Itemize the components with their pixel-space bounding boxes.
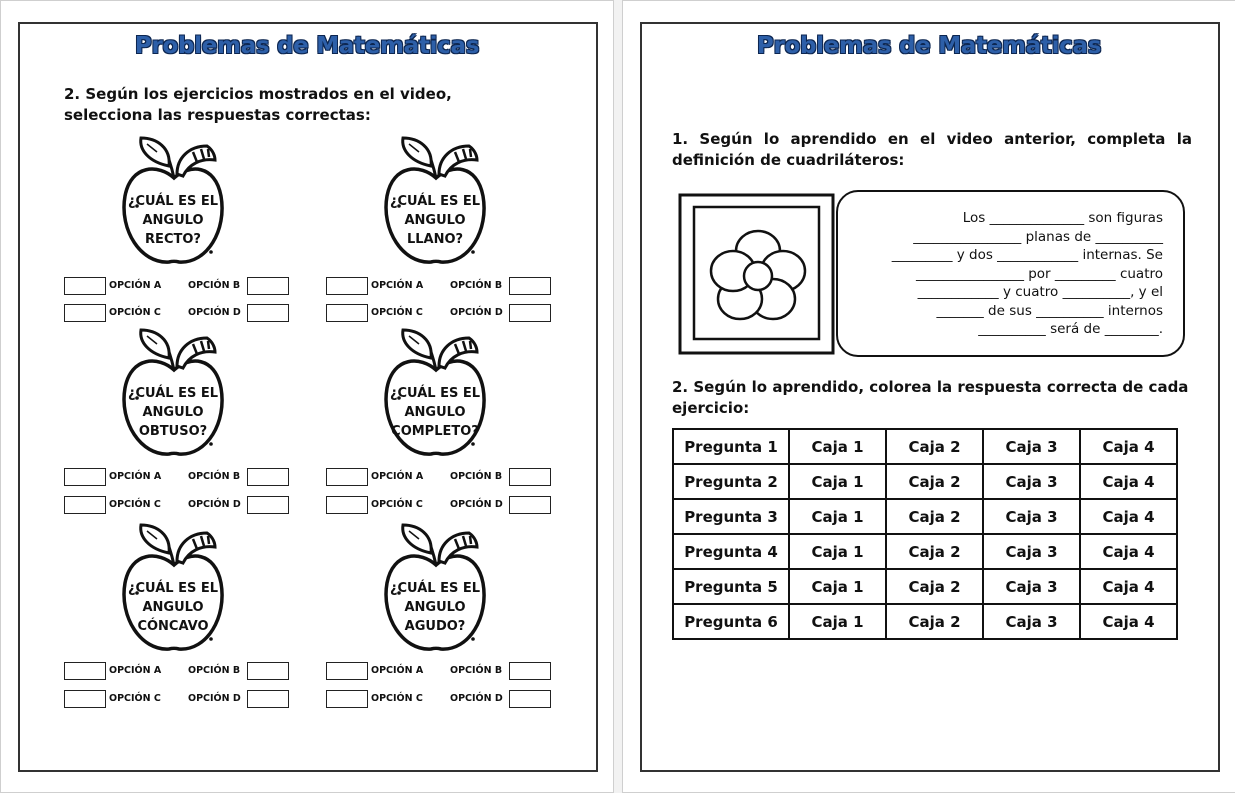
apple-question-line: AGUDO? (404, 619, 466, 634)
option-label: OPCIÓN D (450, 307, 503, 318)
apple-question-line: ¿CUÁL ES EL (389, 581, 481, 596)
option-row-cd (326, 496, 556, 514)
answer-checkbox[interactable] (64, 277, 106, 295)
worksheet-page-left (0, 0, 614, 793)
apple-question-line: ANGULO (142, 600, 204, 615)
apple-question-line: RECTO? (145, 232, 201, 247)
answer-checkbox[interactable] (326, 690, 368, 708)
answer-box-cell[interactable]: Caja 1 (789, 429, 886, 464)
option-label: OPCIÓN B (450, 280, 503, 291)
answer-checkbox[interactable] (326, 662, 368, 680)
apple-question-card (119, 134, 229, 269)
page-border (18, 22, 598, 772)
option-label: OPCIÓN B (450, 471, 503, 482)
option-row-cd (64, 690, 294, 708)
option-label: OPCIÓN A (371, 471, 424, 482)
table-row (673, 534, 1177, 569)
answer-box-cell[interactable]: Caja 2 (886, 604, 983, 639)
option-row-ab (326, 662, 556, 680)
definition-line: ____________ y cuatro __________, y el (917, 284, 1163, 300)
option-label: OPCIÓN A (371, 280, 424, 291)
answer-box-cell[interactable]: Caja 1 (789, 604, 886, 639)
answer-checkbox[interactable] (509, 304, 551, 322)
option-row-cd (64, 496, 294, 514)
definition-line: _______ de sus __________ internos (936, 302, 1163, 319)
option-row-cd (326, 304, 556, 322)
worksheet-page-right (622, 0, 1235, 793)
answer-checkbox[interactable] (326, 468, 368, 486)
apple-question-card (119, 326, 229, 461)
question-cell: Pregunta 2 (673, 464, 789, 499)
apple-question-text (123, 384, 223, 441)
apple-question-text (123, 579, 223, 636)
definition-line: ________________ por _________ cuatro (915, 265, 1163, 282)
answer-checkbox[interactable] (247, 662, 289, 680)
question-cell: Pregunta 1 (673, 429, 789, 464)
option-row-cd (64, 304, 294, 322)
option-row-ab (64, 662, 294, 680)
apple-question-line: LLANO? (406, 232, 464, 247)
answer-box-cell[interactable]: Caja 1 (789, 464, 886, 499)
answer-checkbox[interactable] (247, 277, 289, 295)
option-label: OPCIÓN A (371, 665, 424, 676)
apple-question-line: ANGULO (404, 600, 466, 615)
answer-table (672, 428, 1178, 640)
answer-box-cell[interactable]: Caja 2 (886, 534, 983, 569)
option-label: OPCIÓN B (188, 280, 241, 291)
table-row (673, 464, 1177, 499)
option-label: OPCIÓN C (109, 307, 161, 318)
apple-question-text (123, 192, 223, 249)
option-label: OPCIÓN C (371, 499, 423, 510)
apple-question-line: ¿CUÁL ES EL (127, 386, 219, 401)
answer-box-cell[interactable]: Caja 3 (983, 464, 1080, 499)
option-label: OPCIÓN D (188, 307, 241, 318)
option-row-ab (64, 468, 294, 486)
question-cell: Pregunta 5 (673, 569, 789, 604)
option-label: OPCIÓN B (188, 471, 241, 482)
answer-box-cell[interactable]: Caja 3 (983, 499, 1080, 534)
answer-box-cell[interactable]: Caja 4 (1080, 604, 1177, 639)
option-label: OPCIÓN C (109, 499, 161, 510)
option-label: OPCIÓN B (188, 665, 241, 676)
answer-checkbox[interactable] (509, 277, 551, 295)
answer-box-cell[interactable]: Caja 4 (1080, 569, 1177, 604)
apple-question-text (385, 192, 485, 249)
answer-box-cell[interactable]: Caja 3 (983, 604, 1080, 639)
apple-question-card (381, 521, 491, 656)
apple-question-line: COMPLETO? (391, 424, 479, 439)
option-label: OPCIÓN C (371, 307, 423, 318)
answer-checkbox[interactable] (509, 496, 551, 514)
apple-question-line: OBTUSO? (138, 424, 208, 439)
option-row-cd (326, 690, 556, 708)
option-label: OPCIÓN D (188, 693, 241, 704)
answer-box-cell[interactable]: Caja 2 (886, 569, 983, 604)
answer-box-cell[interactable]: Caja 4 (1080, 499, 1177, 534)
option-label: OPCIÓN A (109, 471, 162, 482)
answer-checkbox[interactable] (64, 468, 106, 486)
apple-question-text (385, 384, 485, 441)
answer-checkbox[interactable] (64, 662, 106, 680)
answer-checkbox[interactable] (509, 662, 551, 680)
page-title: Problemas de Matemáticas (756, 33, 1102, 59)
option-label: OPCIÓN C (371, 693, 423, 704)
apple-question-line: ANGULO (142, 405, 204, 420)
apple-question-text (385, 579, 485, 636)
answer-box-cell[interactable]: Caja 4 (1080, 464, 1177, 499)
table-row (673, 569, 1177, 604)
option-label: OPCIÓN B (450, 665, 503, 676)
answer-checkbox[interactable] (64, 496, 106, 514)
answer-checkbox[interactable] (64, 690, 106, 708)
question-cell: Pregunta 6 (673, 604, 789, 639)
answer-checkbox[interactable] (326, 496, 368, 514)
definition-line: Los ______________ son figuras (962, 210, 1163, 226)
apple-question-line: ANGULO (404, 213, 466, 228)
definition-text (838, 209, 1163, 339)
definition-line: _________ y dos ____________ internas. Se (891, 247, 1163, 263)
definition-line: ________________ planas de __________ (913, 228, 1163, 245)
option-row-ab (326, 468, 556, 486)
apple-question-card (381, 326, 491, 461)
answer-checkbox[interactable] (326, 304, 368, 322)
question-1: 1. Según lo aprendido en el video anterior, completa la definición de cuadriláteros: (672, 130, 1192, 169)
option-row-ab (326, 277, 556, 295)
question-cell: Pregunta 3 (673, 499, 789, 534)
apple-question-line: ANGULO (404, 405, 466, 420)
apple-question-line: ¿CUÁL ES EL (127, 194, 219, 209)
answer-checkbox[interactable] (247, 468, 289, 486)
answer-checkbox[interactable] (247, 496, 289, 514)
answer-box-cell[interactable]: Caja 3 (983, 429, 1080, 464)
option-label: OPCIÓN A (109, 280, 162, 291)
option-label: OPCIÓN D (450, 499, 503, 510)
table-row (673, 429, 1177, 464)
apple-question-card (119, 521, 229, 656)
option-label: OPCIÓN D (450, 693, 503, 704)
question-2: 2. Según lo aprendido, colorea la respuesta correcta de cada ejercicio: (672, 378, 1189, 417)
apple-question-line: ¿CUÁL ES EL (127, 581, 219, 596)
answer-box-cell[interactable]: Caja 3 (983, 569, 1080, 604)
option-row-ab (64, 277, 294, 295)
apple-question-card (381, 134, 491, 269)
answer-checkbox[interactable] (64, 304, 106, 322)
table-row (673, 604, 1177, 639)
apple-question-line: CÓNCAVO (137, 619, 209, 634)
answer-checkbox[interactable] (247, 304, 289, 322)
table-row (673, 499, 1177, 534)
answer-box-cell[interactable]: Caja 4 (1080, 534, 1177, 569)
flower-square-picture (678, 193, 835, 355)
answer-box-cell[interactable]: Caja 1 (789, 569, 886, 604)
answer-box-cell[interactable]: Caja 2 (886, 499, 983, 534)
option-label: OPCIÓN A (109, 665, 162, 676)
definition-line: __________ será de ________. (978, 321, 1163, 337)
apple-question-line: ANGULO (142, 213, 204, 228)
answer-checkbox[interactable] (509, 468, 551, 486)
answer-box-cell[interactable]: Caja 2 (886, 464, 983, 499)
answer-checkbox[interactable] (509, 690, 551, 708)
question-2: 2. Según los ejercicios mostrados en el video, selecciona las respuestas correctas: (64, 85, 452, 124)
answer-box-cell[interactable]: Caja 2 (886, 429, 983, 464)
answer-box-cell[interactable]: Caja 1 (789, 499, 886, 534)
answer-box-cell[interactable]: Caja 1 (789, 534, 886, 569)
answer-box-cell[interactable]: Caja 3 (983, 534, 1080, 569)
answer-box-cell[interactable]: Caja 4 (1080, 429, 1177, 464)
apple-question-line: ¿CUÁL ES EL (389, 194, 481, 209)
option-label: OPCIÓN D (188, 499, 241, 510)
question-cell: Pregunta 4 (673, 534, 789, 569)
answer-checkbox[interactable] (326, 277, 368, 295)
page-title: Problemas de Matemáticas (134, 33, 480, 59)
option-label: OPCIÓN C (109, 693, 161, 704)
apple-question-line: ¿CUÁL ES EL (389, 386, 481, 401)
answer-checkbox[interactable] (247, 690, 289, 708)
